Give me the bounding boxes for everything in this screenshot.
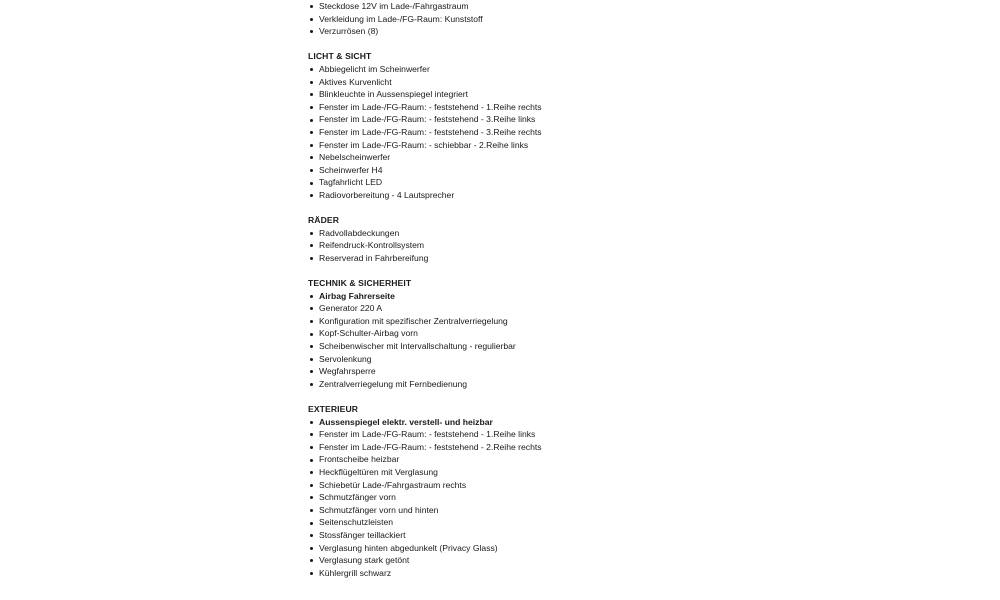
feature-item: Verglasung hinten abgedunkelt (Privacy Glass) bbox=[308, 542, 628, 555]
feature-item: Aussenspiegel elektr. verstell- und heizbar bbox=[308, 416, 628, 429]
feature-item: Frontscheibe heizbar bbox=[308, 453, 628, 466]
feature-item: Scheibenwischer mit Intervallschaltung - regulierbar bbox=[308, 340, 628, 353]
feature-item: Radvollabdeckungen bbox=[308, 227, 628, 240]
feature-item: Aktives Kurvenlicht bbox=[308, 76, 628, 89]
feature-item: Scheinwerfer H4 bbox=[308, 164, 628, 177]
section bbox=[308, 277, 628, 390]
feature-item: Abbiegelicht im Scheinwerfer bbox=[308, 63, 628, 76]
feature-item: Fenster im Lade-/FG-Raum: - feststehend - 2.Reihe rechts bbox=[308, 441, 628, 454]
feature-item: Wegfahrsperre bbox=[308, 365, 628, 378]
feature-item: Servolenkung bbox=[308, 353, 628, 366]
feature-item: Konfiguration mit spezifischer Zentralverriegelung bbox=[308, 315, 628, 328]
feature-item: Fenster im Lade-/FG-Raum: - feststehend - 1.Reihe rechts bbox=[308, 101, 628, 114]
feature-item: Schiebetür Lade-/Fahrgastraum rechts bbox=[308, 479, 628, 492]
feature-item: Reifendruck-Kontrollsystem bbox=[308, 239, 628, 252]
section bbox=[308, 0, 628, 38]
section-heading: TECHNIK & SICHERHEIT bbox=[308, 278, 412, 289]
section bbox=[308, 50, 628, 201]
section-heading: LICHT & SICHT bbox=[308, 51, 372, 62]
section bbox=[308, 403, 628, 579]
feature-item: Fenster im Lade-/FG-Raum: - feststehend - 3.Reihe rechts bbox=[308, 126, 628, 139]
feature-item: Nebelscheinwerfer bbox=[308, 151, 628, 164]
section-heading: EXTERIEUR bbox=[308, 404, 359, 414]
feature-item: Seitenschutzleisten bbox=[308, 516, 628, 529]
section-heading: RÄDER bbox=[308, 215, 340, 226]
feature-list bbox=[308, 416, 628, 580]
feature-item: Heckflügeltüren mit Verglasung bbox=[308, 466, 628, 479]
feature-item: Airbag Fahrerseite bbox=[308, 290, 628, 303]
feature-item: Schmutzfänger vorn und hinten bbox=[308, 504, 628, 517]
feature-item: Generator 220 A bbox=[308, 302, 628, 315]
feature-list bbox=[308, 290, 628, 391]
equipment-list-document bbox=[308, 0, 628, 579]
feature-item: Stossfänger teillackiert bbox=[308, 529, 628, 542]
feature-item: Fenster im Lade-/FG-Raum: - feststehend - 3.Reihe links bbox=[308, 113, 628, 126]
feature-item: Verglasung stark getönt bbox=[308, 554, 628, 567]
feature-item: Reserverad in Fahrbereifung bbox=[308, 252, 628, 265]
feature-item: Steckdose 12V im Lade-/Fahrgastraum bbox=[308, 0, 628, 13]
feature-item: Radiovorbereitung - 4 Lautsprecher bbox=[308, 189, 628, 202]
feature-item: Fenster im Lade-/FG-Raum: - schiebbar - 2.Reihe links bbox=[308, 139, 628, 152]
feature-item: Zentralverriegelung mit Fernbedienung bbox=[308, 378, 628, 391]
feature-item: Verkleidung im Lade-/FG-Raum: Kunststoff bbox=[308, 13, 628, 26]
feature-item: Kopf-Schulter-Airbag vorn bbox=[308, 327, 628, 340]
feature-list bbox=[308, 0, 628, 38]
feature-item: Tagfahrlicht LED bbox=[308, 176, 628, 189]
feature-item: Schmutzfänger vorn bbox=[308, 491, 628, 504]
feature-list bbox=[308, 227, 628, 265]
feature-item: Kühlergrill schwarz bbox=[308, 567, 628, 580]
feature-item: Fenster im Lade-/FG-Raum: - feststehend - 1.Reihe links bbox=[308, 428, 628, 441]
feature-list bbox=[308, 63, 628, 202]
feature-item: Blinkleuchte in Aussenspiegel integriert bbox=[308, 88, 628, 101]
section bbox=[308, 214, 628, 264]
feature-item: Verzurrösen (8) bbox=[308, 25, 628, 38]
